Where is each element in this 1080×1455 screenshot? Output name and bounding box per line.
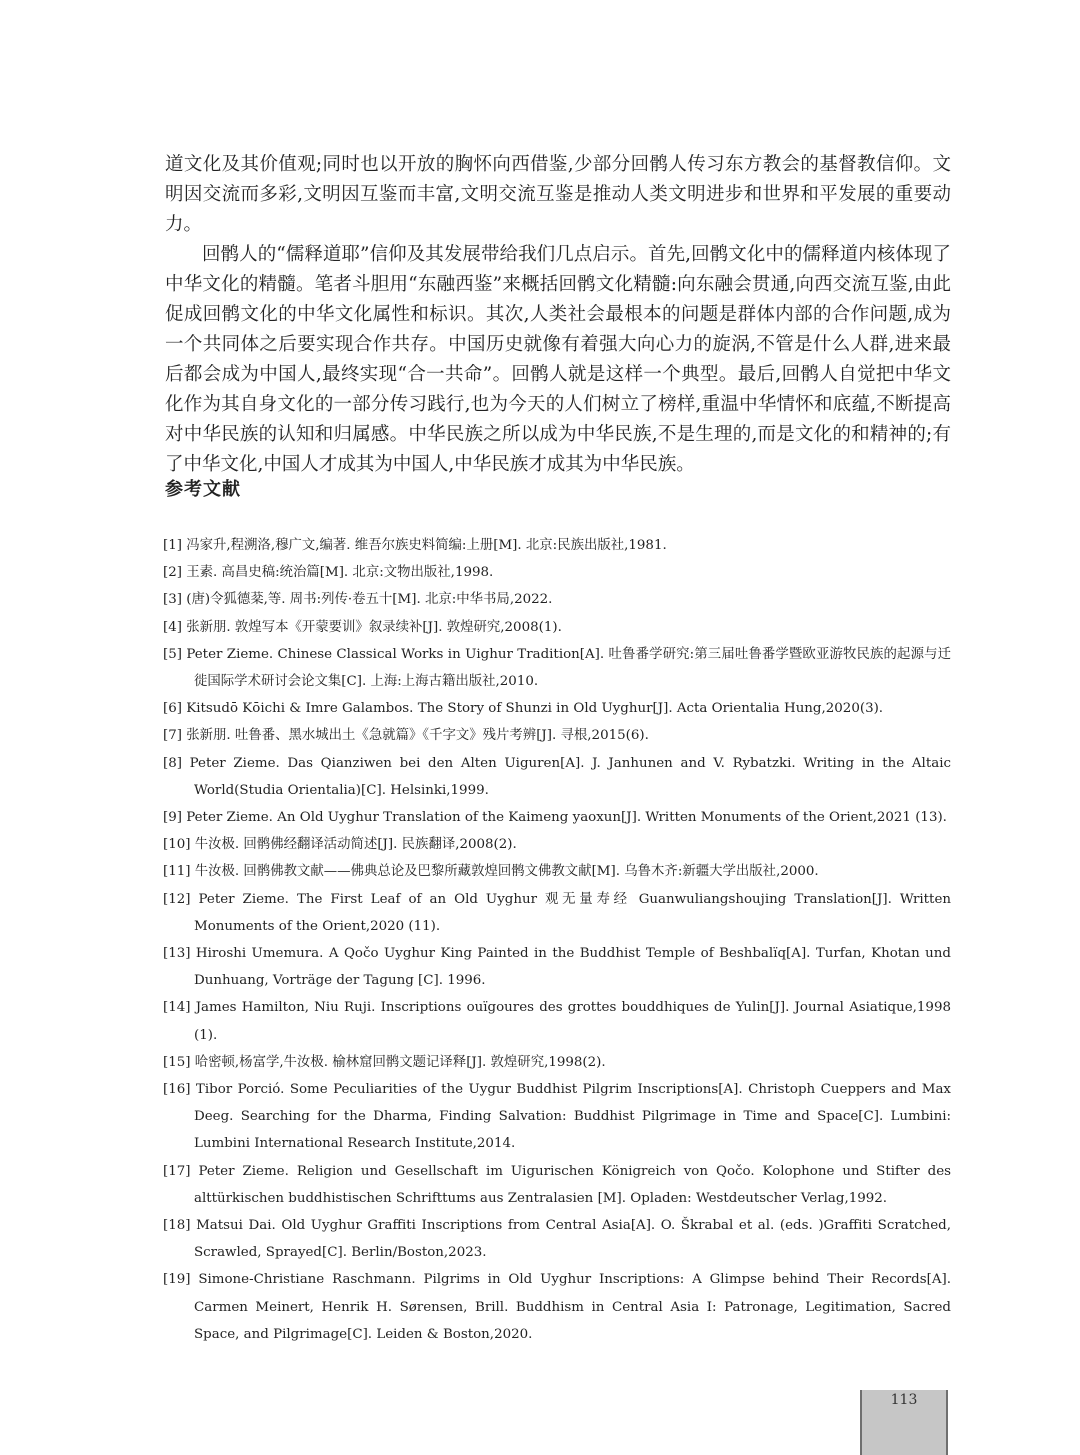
reference-item: [7] 张新朋. 吐鲁番、黑水城出土《急就篇》《千字文》残片考辨[J]. 寻根,2015(6).	[163, 728, 649, 744]
reference-item: [5] Peter Zieme. Chinese Classical Works in Uighur Tradition[A]. 吐鲁番学研究:第三届吐鲁番学暨欧亚游牧民族的起源与迁徙国际学术研讨会论文集[C]. 上海:上海古籍出版社,2010.	[163, 646, 951, 690]
references-heading: 参考文献	[165, 479, 241, 500]
reference-item: [12] Peter Zieme. The First Leaf of an Old Uyghur 观无量寿经 Guanwuliangshoujing Translation[J]. Written Monuments of the Orient,2020 (11).	[163, 891, 951, 934]
reference-item: [6] Kitsudō Kōichi & Imre Galambos. The Story of Shunzi in Old Uyghur[J]. Acta Orientalia Hung,2020(3).	[163, 701, 884, 717]
reference-item: [3] (唐)令狐德棻,等. 周书:列传·卷五十[M]. 北京:中华书局,2022.	[163, 592, 553, 608]
reference-item: [17] Peter Zieme. Religion und Gesellschaft im Uigurischen Königreich von Qočo. Kolophone und Stifter des alttürkischen buddhistischen Schrifttums aus Zentralasien [M]. Opladen: Westdeutscher Verlag,1992.	[163, 1163, 951, 1206]
reference-item: [13] Hiroshi Umemura. A Qočo Uyghur King Painted in the Buddhist Temple of Beshbalïq[A]. Turfan, Khotan und Dunhuang, Vorträge der Tagung [C]. 1996.	[163, 946, 951, 989]
reference-item: [15] 哈密顿,杨富学,牛汝极. 榆林窟回鹘文题记译释[J]. 敦煌研究,1998(2).	[163, 1054, 606, 1070]
body-paragraph: 道文化及其价值观;同时也以开放的胸怀向西借鉴,少部分回鹘人传习东方教会的基督教信仰。文明因交流而多彩,文明因互鉴而丰富,文明交流互鉴是推动人类文明进步和世界和平发展的重要动力。	[165, 154, 951, 235]
body-text	[165, 150, 951, 480]
reference-item: [8] Peter Zieme. Das Qianziwen bei den Alten Uiguren[A]. J. Janhunen and V. Rybatzki. Writing in the Altaic World(Studia Orientalia)[C]. Helsinki,1999.	[163, 755, 951, 798]
reference-list	[163, 532, 951, 1348]
reference-item: [2] 王素. 高昌史稿:统治篇[M]. 北京:文物出版社,1998.	[163, 565, 494, 581]
reference-item: [10] 牛汝极. 回鹘佛经翻译活动简述[J]. 民族翻译,2008(2).	[163, 837, 517, 853]
reference-item: [4] 张新朋. 敦煌写本《开蒙要训》叙录续补[J]. 敦煌研究,2008(1).	[163, 619, 562, 635]
reference-item: [14] James Hamilton, Niu Ruji. Inscriptions ouïgoures des grottes bouddhiques de Yulin[J]. Journal Asiatique,1998 (1).	[163, 1000, 951, 1043]
body-paragraph: 回鹘人的“儒释道耶”信仰及其发展带给我们几点启示。首先,回鹘文化中的儒释道内核体现了中华文化的精髓。笔者斗胆用“东融西鉴”来概括回鹘文化精髓:向东融会贯通,向西交流互鉴,由此促成回鹘文化的中华文化属性和标识。其次,人类社会最根本的问题是群体内部的合作问题,成为一个共同体之后要实现合作共存。中国历史就像有着强大向心力的旋涡,不管是什么人群,进来最后都会成为中国人,最终实现“合一共命”。回鹘人就是这样一个典型。最后,回鹘人自觉把中华文化作为其自身文化的一部分传习践行,也为今天的人们树立了榜样,重温中华情怀和底蕴,不断提高对中华民族的认知和归属感。中华民族之所以成为中华民族,不是生理的,而是文化的和精神的;有了中华文化,中国人才成其为中国人,中华民族才成其为中华民族。	[165, 244, 951, 475]
page-number-tab	[860, 1390, 948, 1455]
reference-item: [19] Simone-Christiane Raschmann. Pilgrims in Old Uyghur Inscriptions: A Glimpse behind Their Records[A]. Carmen Meinert, Henrik H. Sørensen, Brill. Buddhism in Central Asia I: Patronage, Legitimation, Sacred Space, and Pilgrimage[C]. Leiden & Boston,2020.	[163, 1272, 951, 1342]
reference-item: [11] 牛汝极. 回鹘佛教文献——佛典总论及巴黎所藏敦煌回鹘文佛教文献[M]. 乌鲁木齐:新疆大学出版社,2000.	[163, 864, 819, 880]
reference-item: [1] 冯家升,程溯洛,穆广文,编著. 维吾尔族史料简编:上册[M]. 北京:民族出版社,1981.	[163, 538, 667, 553]
reference-item: [9] Peter Zieme. An Old Uyghur Translation of the Kaimeng yaoxun[J]. Written Monuments of the Orient,2021 (13).	[163, 810, 947, 826]
reference-item: [18] Matsui Dai. Old Uyghur Graffiti Inscriptions from Central Asia[A]. O. Škrabal et al. (eds. )Graffiti Scratched, Scrawled, Sprayed[C]. Berlin/Boston,2023.	[163, 1218, 951, 1261]
page-number: 113	[890, 1392, 918, 1408]
reference-item: [16] Tibor Porció. Some Peculiarities of the Uygur Buddhist Pilgrim Inscriptions[A]. Christoph Cueppers and Max Deeg. Searching for the Dharma, Finding Salvation: Buddhist Pilgrimage in Time and Space[C]. Lumbini: Lumbini International Research Institute,2014.	[163, 1082, 951, 1152]
